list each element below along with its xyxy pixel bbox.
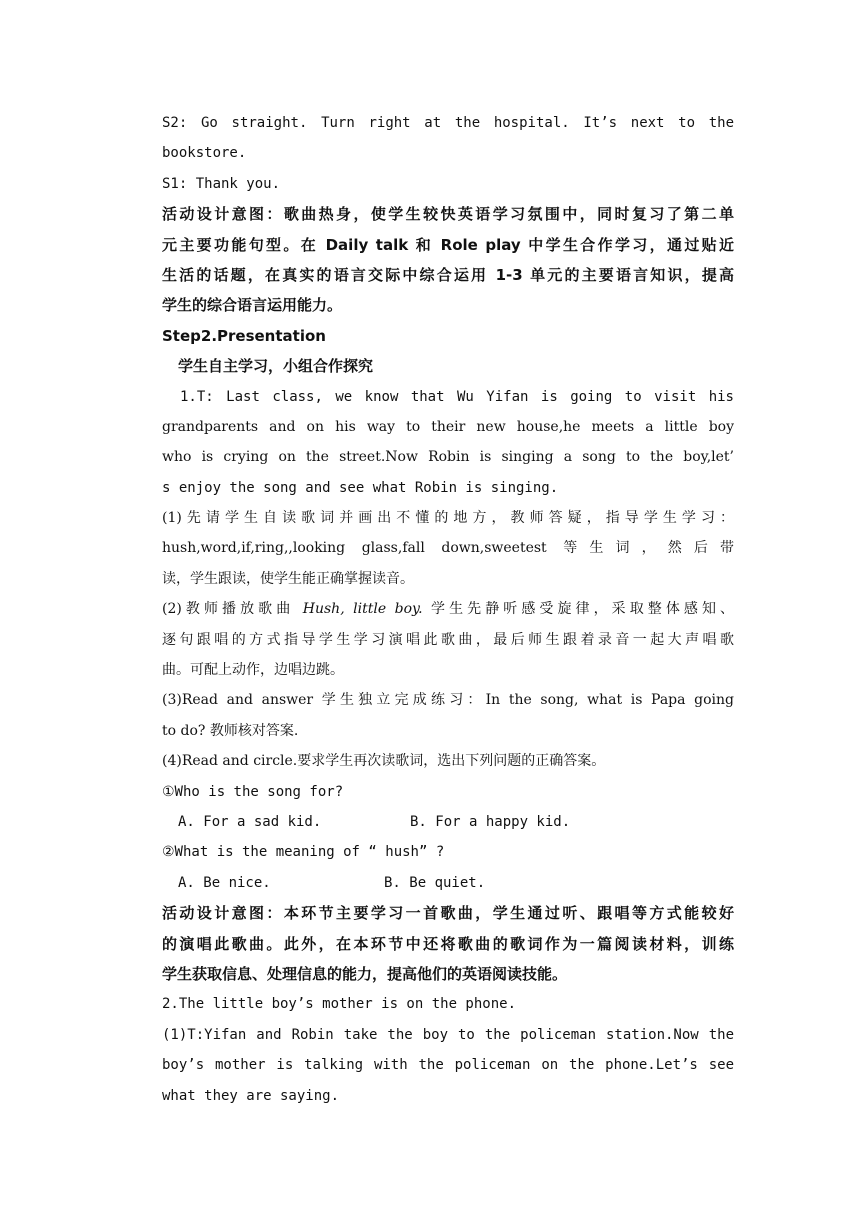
item-2-prefix: (2)教师播放歌曲: [162, 601, 303, 618]
question-1-option-b: B. For a happy kid.: [410, 813, 571, 830]
dialogue-line-s1: S1: Thank you.: [162, 175, 281, 192]
dialogue-line-s2: S2: Go straight. Turn right at the hospital. It’s next to the: [162, 115, 734, 131]
question-2-options: [162, 868, 734, 898]
item-1-line-1: (1)先请学生自读歌词并画出不懂的地方，教师答疑，指导学生学习：: [162, 510, 734, 527]
step-heading: Step2.Presentation: [162, 326, 326, 345]
design-intent-1-line-1: 活动设计意图：歌曲热身，使学生较快英语学习氛围中，同时复习了第二单: [162, 205, 734, 224]
item-3-line-2: to do? 教师核对答案.: [162, 722, 299, 739]
design-intent-1-line-2: 元主要功能句型。在 Daily talk 和 Role play 中学生合作学习，通过贴近: [162, 235, 734, 254]
paragraph-1-line-2: grandparents and on his way to their new house,he meets a little boy: [162, 418, 734, 435]
subheading: 学生自主学习，小组合作探究: [178, 357, 374, 376]
question-1-options: [162, 807, 734, 837]
question-2-option-b: B. Be quiet.: [384, 874, 486, 891]
item-3-line-1: (3)Read and answer 学生独立完成练习：In the song, what is Papa going: [162, 692, 734, 709]
design-intent-1-line-3: 生活的话题，在真实的语言交际中综合运用 1-3 单元的主要语言知识，提高: [162, 265, 734, 284]
section-2-para-line-3: what they are saying.: [162, 1087, 340, 1104]
item-2-suffix: 学生先静听感受旋律，采取整体感知、: [422, 601, 734, 618]
paragraph-1-line-3: who is crying on the street.Now Robin is singing a song to the boy,let’: [162, 449, 734, 466]
item-1-line-3: 读，学生跟读，使学生能正确掌握读音。: [162, 570, 414, 587]
section-2-heading: 2.The little boy’s mother is on the phone.: [162, 996, 517, 1013]
dialogue-line-s2-cont: bookstore.: [162, 145, 247, 162]
design-intent-2-line-3: 学生获取信息、处理信息的能力，提高他们的英语阅读技能。: [162, 964, 568, 983]
section-2-para-line-2: boy’s mother is talking with the policeman on the phone.Let’s see: [162, 1057, 734, 1074]
item-2-line-3: 曲。可配上动作，边唱边跳。: [162, 662, 344, 679]
item-1-line-2: hush,word,if,ring,,looking glass,fall down,sweetest 等生词，然后带: [162, 540, 734, 557]
item-4-line-1: (4)Read and circle.要求学生再次读歌词，选出下列问题的正确答案。: [162, 753, 606, 770]
design-intent-2-line-2: 的演唱此歌曲。此外，在本环节中还将歌曲的歌词作为一篇阅读材料，训练: [162, 934, 734, 953]
document-body: [162, 108, 734, 1111]
section-2-para-line-1: (1)T:Yifan and Robin take the boy to the policeman station.Now the: [162, 1026, 734, 1043]
question-2: ②What is the meaning of “ hush” ?: [162, 844, 445, 861]
design-intent-2-line-1: 活动设计意图：本环节主要学习一首歌曲，学生通过听、跟唱等方式能较好: [162, 904, 734, 923]
song-title: Hush, little boy.: [302, 601, 423, 618]
paragraph-1-line-4: s enjoy the song and see what Robin is singing.: [162, 479, 559, 496]
paragraph-1-line-1: 1.T: Last class, we know that Wu Yifan is going to visit his: [180, 388, 734, 405]
question-1: ①Who is the song for?: [162, 783, 344, 800]
item-2-line-1: [162, 594, 734, 624]
question-2-option-a: A. Be nice.: [178, 874, 271, 891]
question-1-option-a: A. For a sad kid.: [178, 813, 322, 830]
design-intent-1-line-4: 学生的综合语言运用能力。: [162, 296, 343, 315]
item-2-line-2: 逐句跟唱的方式指导学生学习演唱此歌曲，最后师生跟着录音一起大声唱歌: [162, 631, 734, 648]
